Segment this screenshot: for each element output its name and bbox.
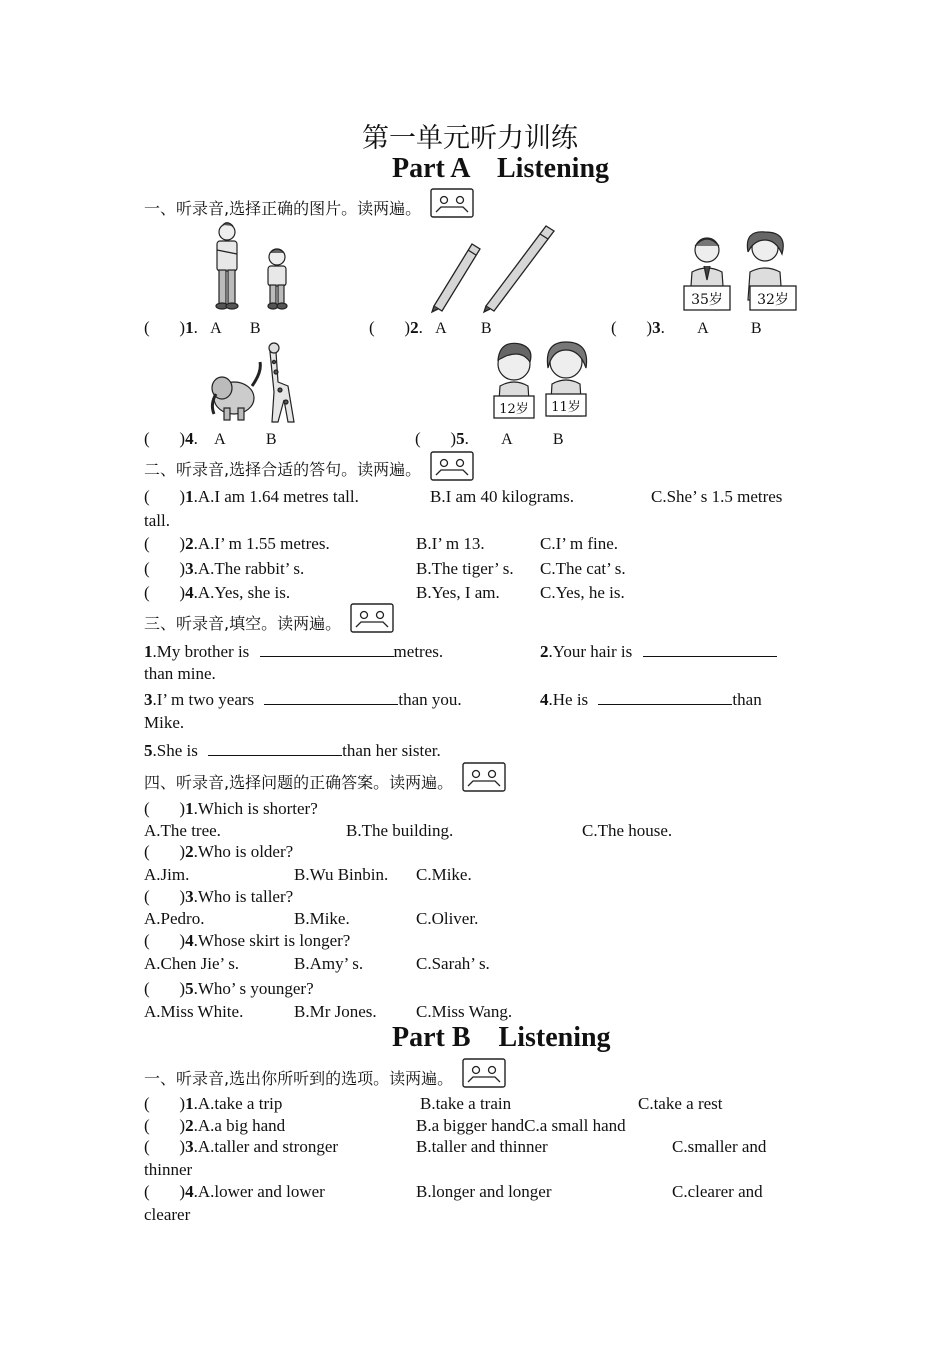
item-number: 5 <box>456 429 465 448</box>
option-a: .A.The rabbit’ s. <box>193 559 305 578</box>
item-1-row: ( )1. A B <box>144 318 261 337</box>
item-number: 3 <box>185 1137 194 1156</box>
option-b-label: B <box>750 320 762 337</box>
s2-q3 <box>144 559 304 579</box>
picture-boy-girl-ages <box>486 338 604 424</box>
answer-bracket[interactable]: ( ) <box>144 429 186 448</box>
item-5-row: ( )5. A B <box>415 429 564 448</box>
option-b-label: B <box>249 320 261 337</box>
answer-bracket[interactable]: ( ) <box>369 318 411 337</box>
answer-bracket[interactable]: ( ) <box>144 534 186 553</box>
part-a-section4-instruction <box>144 772 506 794</box>
q1-blank[interactable] <box>260 640 394 657</box>
s3-q3: 3.I’ m two years than you. <box>144 690 462 709</box>
instruction-text: 一、听录音,选择正确的图片。读两遍。 <box>144 199 422 218</box>
s4-q4-b: B.Amy’ s. <box>294 954 364 973</box>
option-b: B.a bigger hand <box>416 1116 525 1135</box>
picture-elephant-giraffe <box>208 342 308 424</box>
part-a-section1-instruction <box>144 198 474 220</box>
q5-post: than her sister. <box>342 741 441 760</box>
answer-bracket[interactable]: ( ) <box>611 318 653 337</box>
s4-q4-c: C.Sarah’ s. <box>416 954 490 973</box>
s4-q2 <box>144 842 293 862</box>
s2-q3-c: C.The cat’ s. <box>540 559 626 578</box>
part-a-section2-instruction <box>144 459 474 481</box>
age-tag-35: 35岁 <box>691 292 723 308</box>
answer-bracket[interactable]: ( ) <box>144 799 186 818</box>
instruction-text: 一、听录音,选出你所听到的选项。读两遍。 <box>144 1069 454 1088</box>
s2-q1-b: B.I am 40 kilograms. <box>430 487 575 506</box>
q5-text: .She is <box>152 741 198 760</box>
s4-q3-a: A.Pedro. <box>144 909 205 928</box>
option-a: .A.take a trip <box>193 1094 283 1113</box>
item-number: 1 <box>185 487 194 506</box>
s4-q5-a: A.Miss White. <box>144 1002 244 1021</box>
s3-q2-wrap: than mine. <box>144 664 216 683</box>
s2-q3-b: B.The tiger’ s. <box>416 559 514 578</box>
picture-tall-man-short-boy <box>205 220 300 312</box>
item-number: 3 <box>185 887 194 906</box>
s4-q1 <box>144 799 318 819</box>
pb-q3-wrap: thinner <box>144 1160 193 1179</box>
answer-bracket[interactable]: ( ) <box>144 979 186 998</box>
s4-q1-c: C.The house. <box>582 821 673 840</box>
option-b-label: B <box>265 431 277 448</box>
question: .Whose skirt is longer? <box>193 931 351 950</box>
question: .Who’ s younger? <box>193 979 314 998</box>
q2-text: .Your hair is <box>548 642 633 661</box>
s2-q1-c: C.She’ s 1.5 metres <box>651 487 783 506</box>
option-b-label: B <box>552 431 564 448</box>
q5-blank[interactable] <box>208 739 342 756</box>
s4-q2-a: A.Jim. <box>144 865 190 884</box>
item-number: 2 <box>185 1116 194 1135</box>
item-number: 1 <box>185 799 194 818</box>
part-a-heading: Part A Listening <box>392 153 610 184</box>
q3-post: than you. <box>398 690 462 709</box>
cassette-icon <box>350 603 394 633</box>
item-number: 2 <box>410 318 419 337</box>
item-number: 5 <box>185 979 194 998</box>
pb-q1 <box>144 1094 282 1114</box>
s4-q3-b: B.Mike. <box>294 909 350 928</box>
option-a-label: A <box>214 431 226 448</box>
s2-q4-c: C.Yes, he is. <box>540 583 625 602</box>
s4-q2-b: B.Wu Binbin. <box>294 865 389 884</box>
option-a-label: A <box>697 320 709 337</box>
age-tag-12: 12岁 <box>499 402 529 417</box>
cassette-icon <box>462 1058 506 1088</box>
option-a: .A.Yes, she is. <box>193 583 291 602</box>
option-a: .A.a big hand <box>193 1116 286 1135</box>
answer-bracket[interactable]: ( ) <box>144 1137 186 1156</box>
s4-q3 <box>144 887 293 907</box>
answer-bracket[interactable]: ( ) <box>144 931 186 950</box>
pb-q1-c: C.take a rest <box>638 1094 723 1113</box>
part-b-section1-instruction <box>144 1068 506 1090</box>
s4-q5 <box>144 979 314 999</box>
s3-q1: 1.My brother is metres. <box>144 642 444 661</box>
pb-q4-c: C.clearer and <box>672 1182 763 1201</box>
cassette-icon <box>462 762 506 792</box>
question: .Which is shorter? <box>193 799 318 818</box>
q3-text: .I’ m two years <box>152 690 255 709</box>
item-number: 3 <box>185 559 194 578</box>
item-number: 4 <box>185 429 194 448</box>
s3-q4-wrap: Mike. <box>144 713 185 732</box>
s3-q2: 2.Your hair is <box>540 640 777 662</box>
item-number: 4 <box>185 1182 194 1201</box>
page-title: 第一单元听力训练 <box>362 123 578 154</box>
pb-q4-b: B.longer and longer <box>416 1182 552 1201</box>
s4-q3-c: C.Oliver. <box>416 909 479 928</box>
s4-q2-c: C.Mike. <box>416 865 472 884</box>
q1-post: metres. <box>393 642 444 661</box>
option-a-label: A <box>501 431 513 448</box>
option-b-label: B <box>480 320 492 337</box>
s2-q2-c: C.I’ m fine. <box>540 534 619 553</box>
option-a-label: A <box>435 320 447 337</box>
option-a: .A.taller and stronger <box>193 1137 339 1156</box>
question: .Who is taller? <box>193 887 294 906</box>
s2-q1-wrap: tall. <box>144 511 170 530</box>
option-a: .A.lower and lower <box>193 1182 325 1201</box>
pb-q4-wrap: clearer <box>144 1205 191 1224</box>
instruction-text: 四、听录音,选择问题的正确答案。读两遍。 <box>144 773 454 792</box>
s3-q4: 4.He is than <box>540 690 762 709</box>
pb-q3-b: B.taller and thinner <box>416 1137 548 1156</box>
age-tag-32: 32岁 <box>757 292 789 308</box>
s2-q2-b: B.I’ m 13. <box>416 534 485 553</box>
pb-q1-b: B.take a train <box>420 1094 512 1113</box>
option-a-label: A <box>210 320 222 337</box>
cassette-icon <box>430 451 474 481</box>
s4-q4-a: A.Chen Jie’ s. <box>144 954 240 973</box>
s2-q4-b: B.Yes, I am. <box>416 583 500 602</box>
pb-q2-bc <box>416 1116 626 1136</box>
instruction-text: 二、听录音,选择合适的答句。读两遍。 <box>144 460 422 479</box>
s4-q5-c: C.Miss Wang. <box>416 1002 513 1021</box>
item-number: 1 <box>185 318 194 337</box>
q4-post: than <box>732 690 762 709</box>
item-number: 2 <box>185 842 194 861</box>
item-number: 3 <box>652 318 661 337</box>
pb-q2 <box>144 1116 285 1136</box>
q2-blank[interactable] <box>643 640 777 657</box>
answer-bracket[interactable]: ( ) <box>144 887 186 906</box>
picture-man-woman-ages <box>680 230 800 314</box>
pb-q3-c: C.smaller and <box>672 1137 767 1156</box>
option-a: .A.I am 1.64 metres tall. <box>193 487 359 506</box>
answer-bracket[interactable]: ( ) <box>144 559 186 578</box>
age-tag-11: 11岁 <box>551 400 581 415</box>
item-number: 4 <box>185 931 194 950</box>
q3-blank[interactable] <box>264 688 398 705</box>
answer-bracket[interactable]: ( ) <box>144 1116 186 1135</box>
item-4-row: ( )4. A B <box>144 429 277 448</box>
s4-q1-b: B.The building. <box>346 821 454 840</box>
answer-bracket[interactable]: ( ) <box>144 842 186 861</box>
answer-bracket[interactable]: ( ) <box>144 1094 186 1113</box>
s4-q1-a: A.The tree. <box>144 821 221 840</box>
s2-q4 <box>144 583 290 603</box>
item-2-row: ( )2. A B <box>369 318 492 337</box>
part-a-section3-instruction <box>144 613 394 635</box>
pb-q4 <box>144 1182 325 1202</box>
picture-short-long-pens <box>428 222 560 312</box>
s4-q4 <box>144 931 350 951</box>
answer-bracket[interactable]: ( ) <box>144 583 186 602</box>
q4-text: .He is <box>548 690 589 709</box>
answer-bracket[interactable]: ( ) <box>144 318 186 337</box>
part-b-heading: Part B Listening <box>392 1022 611 1053</box>
s2-q2 <box>144 534 330 554</box>
s3-q5: 5.She is than her sister. <box>144 741 441 760</box>
cassette-icon <box>430 188 474 218</box>
item-number: 2 <box>185 534 194 553</box>
q1-text: .My brother is <box>152 642 250 661</box>
item-number: 1 <box>185 1094 194 1113</box>
answer-bracket[interactable]: ( ) <box>144 487 186 506</box>
item-3-row: ( )3. A B <box>611 318 762 337</box>
s4-q5-b: B.Mr Jones. <box>294 1002 377 1021</box>
answer-bracket[interactable]: ( ) <box>415 429 457 448</box>
option-a: .A.I’ m 1.55 metres. <box>193 534 330 553</box>
answer-bracket[interactable]: ( ) <box>144 1182 186 1201</box>
instruction-text: 三、听录音,填空。读两遍。 <box>144 614 342 633</box>
item-number: 4 <box>185 583 194 602</box>
pb-q3 <box>144 1137 338 1157</box>
s2-q1 <box>144 487 359 507</box>
question: .Who is older? <box>193 842 294 861</box>
q4-blank[interactable] <box>598 688 732 705</box>
option-c: C.a small hand <box>524 1116 626 1135</box>
